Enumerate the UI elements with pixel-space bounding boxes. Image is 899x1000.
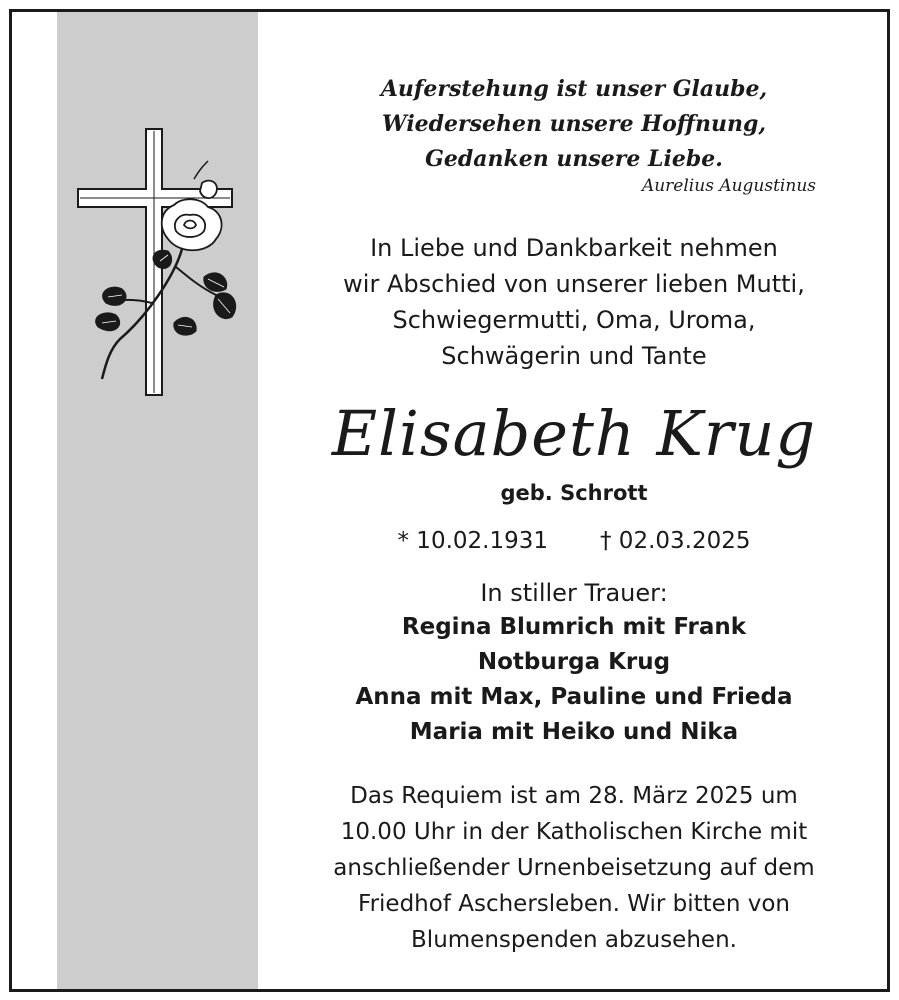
intro-text — [274, 230, 874, 374]
mourner-entry: Notburga Krug — [477, 649, 671, 675]
intro-line: wir Abschied von unserer lieben Mutti, — [343, 270, 805, 298]
mourners-list — [274, 610, 874, 750]
mourner-entry: Maria mit Heiko und Nika — [409, 719, 739, 745]
obituary-frame — [9, 9, 890, 992]
cross-with-rose-icon — [76, 127, 241, 399]
mourning-label: In stiller Trauer: — [480, 579, 668, 607]
deceased-name: Elisabeth Krug — [331, 397, 817, 470]
requiem-line: Das Requiem ist am 28. März 2025 um — [350, 783, 798, 809]
intro-line: Schwägerin und Tante — [441, 342, 707, 370]
mourner-entry: Regina Blumrich mit Frank — [401, 614, 747, 640]
requiem-notice — [274, 778, 874, 958]
quote-line: Wiedersehen unsere Hoffnung, — [382, 111, 766, 137]
quote-line: Gedanken unsere Liebe. — [425, 146, 723, 172]
life-dates — [274, 524, 874, 558]
intro-line: In Liebe und Dankbarkeit nehmen — [370, 234, 778, 262]
birth-date: * 10.02.1931 — [397, 528, 548, 554]
death-date: † 02.03.2025 — [600, 528, 751, 554]
quote-author: Aurelius Augustinus — [641, 176, 816, 196]
requiem-line: 10.00 Uhr in der Katholischen Kirche mit — [340, 819, 808, 845]
intro-line: Schwiegermutti, Oma, Uroma, — [392, 306, 756, 334]
quote-line: Auferstehung ist unser Glaube, — [380, 76, 768, 102]
requiem-line: Blumenspenden abzusehen. — [411, 927, 737, 953]
maiden-name: geb. Schrott — [500, 481, 648, 505]
mourner-entry: Anna mit Max, Pauline und Frieda — [355, 684, 793, 710]
memorial-quote — [274, 72, 874, 177]
obituary-content — [274, 12, 874, 989]
requiem-line: Friedhof Aschersleben. Wir bitten von — [358, 891, 790, 917]
requiem-line: anschließender Urnenbeisetzung auf dem — [333, 855, 815, 881]
